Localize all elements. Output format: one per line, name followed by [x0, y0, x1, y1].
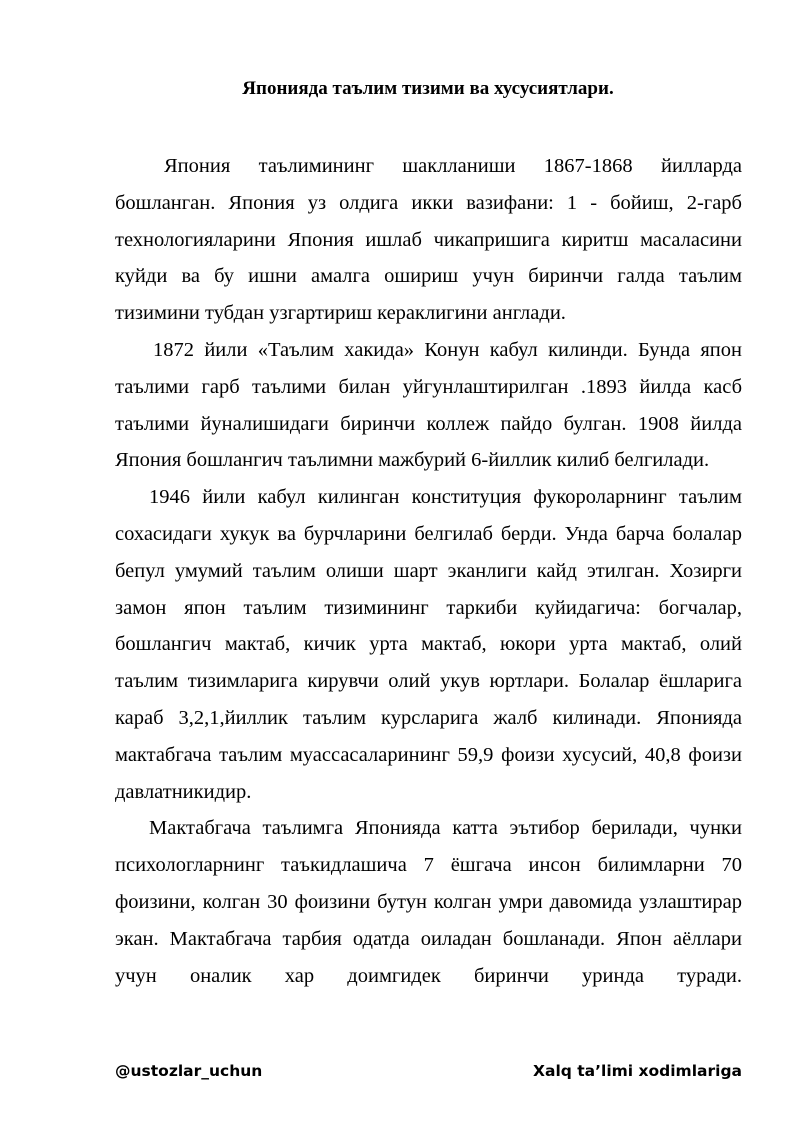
footer-channel-handle: @ustozlar_uchun: [115, 1062, 263, 1080]
paragraph-4: Мактабгача таълимга Японияда катта эътибор берилади, чунки психологларнинг таъкидлашича 7 ёшгача инсон билимларни 70 фоизини, колган 30 фоизини бутун колган умри давомида узлаштирар экан. Мактабгача тарбия одатда оиладан бошланади. Япон аёллари учун оналик хар доимгидек биринчи уринда туради.: [115, 817, 742, 987]
footer-audience-label: Xalq ta’limi xodimlariga: [533, 1062, 742, 1080]
paragraph-1: Япония таълимининг шаклланиши 1867-1868 йилларда бошланган. Япония уз олдига икки вазифани: 1 - бойиш, 2-гарб технологияларини Япония ишлаб чикапришига киритш масаласини куйди ва бу ишни амалга ошириш учун биринчи галда таълим тизимини тубдан узгартириш кераклигини англади.: [115, 155, 742, 325]
document-body: [115, 148, 742, 994]
paragraph-2: 1872 йили «Таълим хакида» Конун кабул килинди. Бунда япон таълими гарб таълими билан уйгунлаштирилган .1893 йилда касб таълими йуналишидаги биринчи коллеж пайдо булган. 1908 йилда Япония бошлангич таълимни мажбурий 6-йиллик килиб белгилади.: [115, 338, 742, 472]
document-title: Японияда таълим тизими ва хусусиятлари.: [242, 78, 614, 99]
paragraph-3: 1946 йили кабул килинган конституция фукороларнинг таълим сохасидаги хукук ва бурчларини белгилаб берди. Унда барча болалар бепул умумий таълим олиши шарт эканлиги кайд этилган. Хозирги замон япон таълим тизимининг таркиби куйидагича: богчалар, бошлангич мактаб, кичик урта мактаб, юкори урта мактаб, олий таълим тизимларига кирувчи олий укув юртлари. Болалар ёшларига караб 3,2,1,йиллик таълим курсларига жалб килинади. Японияда мактабгача таълим муассасаларининг 59,9 фоизи хусусий, 40,8 фоизи давлатникидир.: [115, 486, 742, 803]
